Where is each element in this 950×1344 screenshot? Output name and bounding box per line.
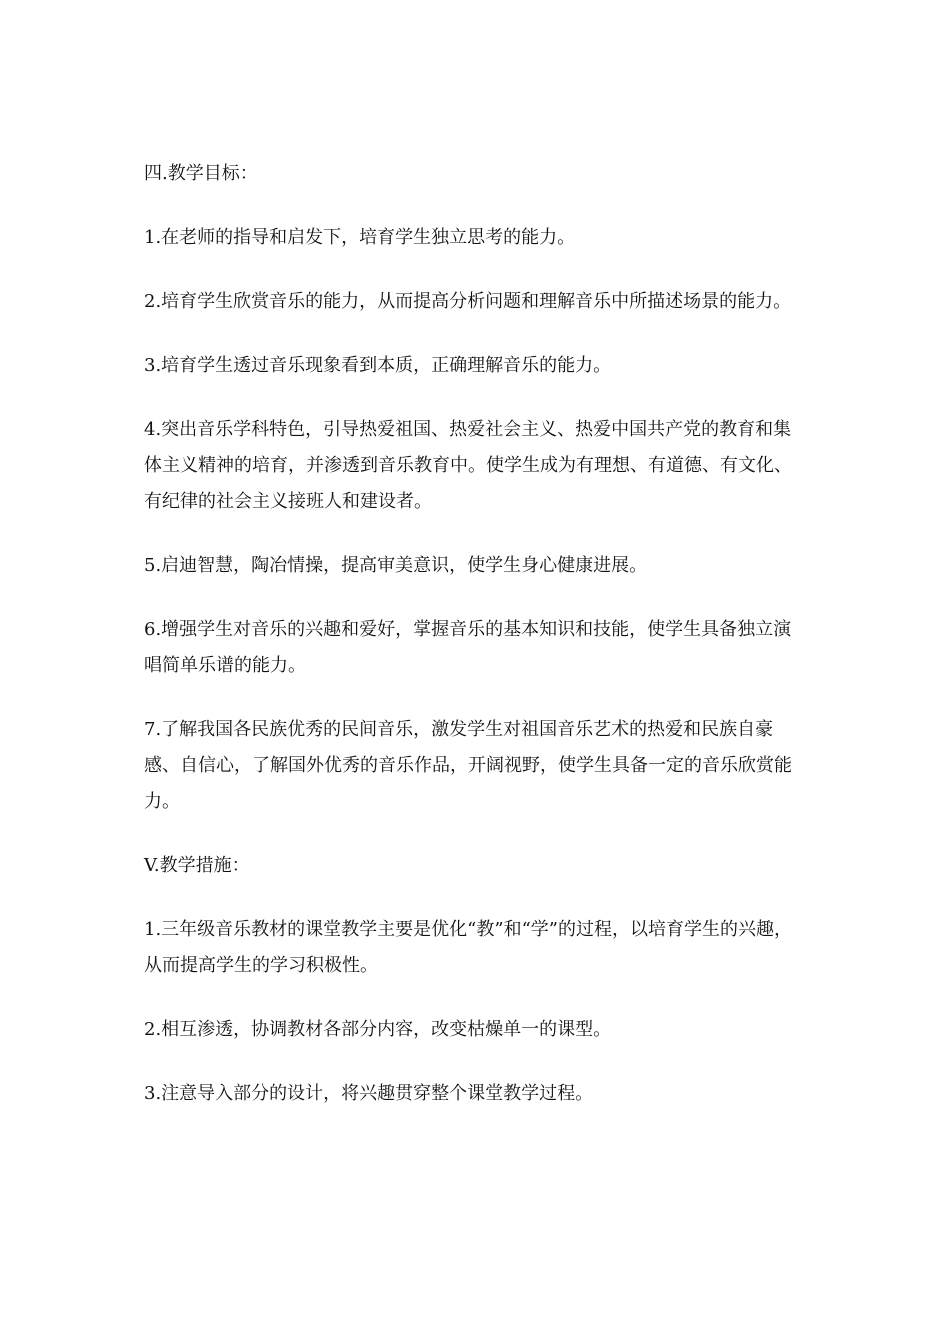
objective-item-2: 2.培育学生欣赏音乐的能力，从而提高分析问题和理解音乐中所描述场景的能力。 bbox=[144, 291, 792, 312]
measure-item-2: 2.相互渗透，协调教材各部分内容，改变枯燥单一的课型。 bbox=[144, 1019, 612, 1040]
objective-item-3: 3.培育学生透过音乐现象看到本质，正确理解音乐的能力。 bbox=[144, 355, 612, 376]
objective-item-5: 5.启迪智慧，陶冶情操，提高审美意识，使学生身心健康进展。 bbox=[144, 555, 648, 576]
measure-item-3: 3.注意导入部分的设计，将兴趣贯穿整个课堂教学过程。 bbox=[144, 1083, 594, 1104]
objective-item-6: 6.增强学生对音乐的兴趣和爱好，掌握音乐的基本知识和技能，使学生具备独立演唱简单乐谱的能力。 bbox=[144, 619, 792, 676]
section-heading-measures: V.教学措施： bbox=[144, 855, 250, 876]
section-heading-objectives: 四.教学目标： bbox=[144, 163, 258, 184]
document-page bbox=[144, 156, 804, 1112]
objective-item-1: 1.在老师的指导和启发下，培育学生独立思考的能力。 bbox=[144, 227, 576, 248]
objective-item-4: 4.突出音乐学科特色，引导热爱祖国、热爱社会主义、热爱中国共产党的教育和集体主义精神的培育，并渗透到音乐教育中。使学生成为有理想、有道德、有文化、有纪律的社会主义接班人和建设者。 bbox=[144, 419, 792, 512]
measure-item-1: 1.三年级音乐教材的课堂教学主要是优化“教”和“学”的过程，以培育学生的兴趣，从而提高学生的学习积极性。 bbox=[144, 919, 792, 976]
objective-item-7: 7.了解我国各民族优秀的民间音乐，激发学生对祖国音乐艺术的热爱和民族自豪感、自信心，了解国外优秀的音乐作品，开阔视野，使学生具备一定的音乐欣赏能力。 bbox=[144, 719, 792, 812]
